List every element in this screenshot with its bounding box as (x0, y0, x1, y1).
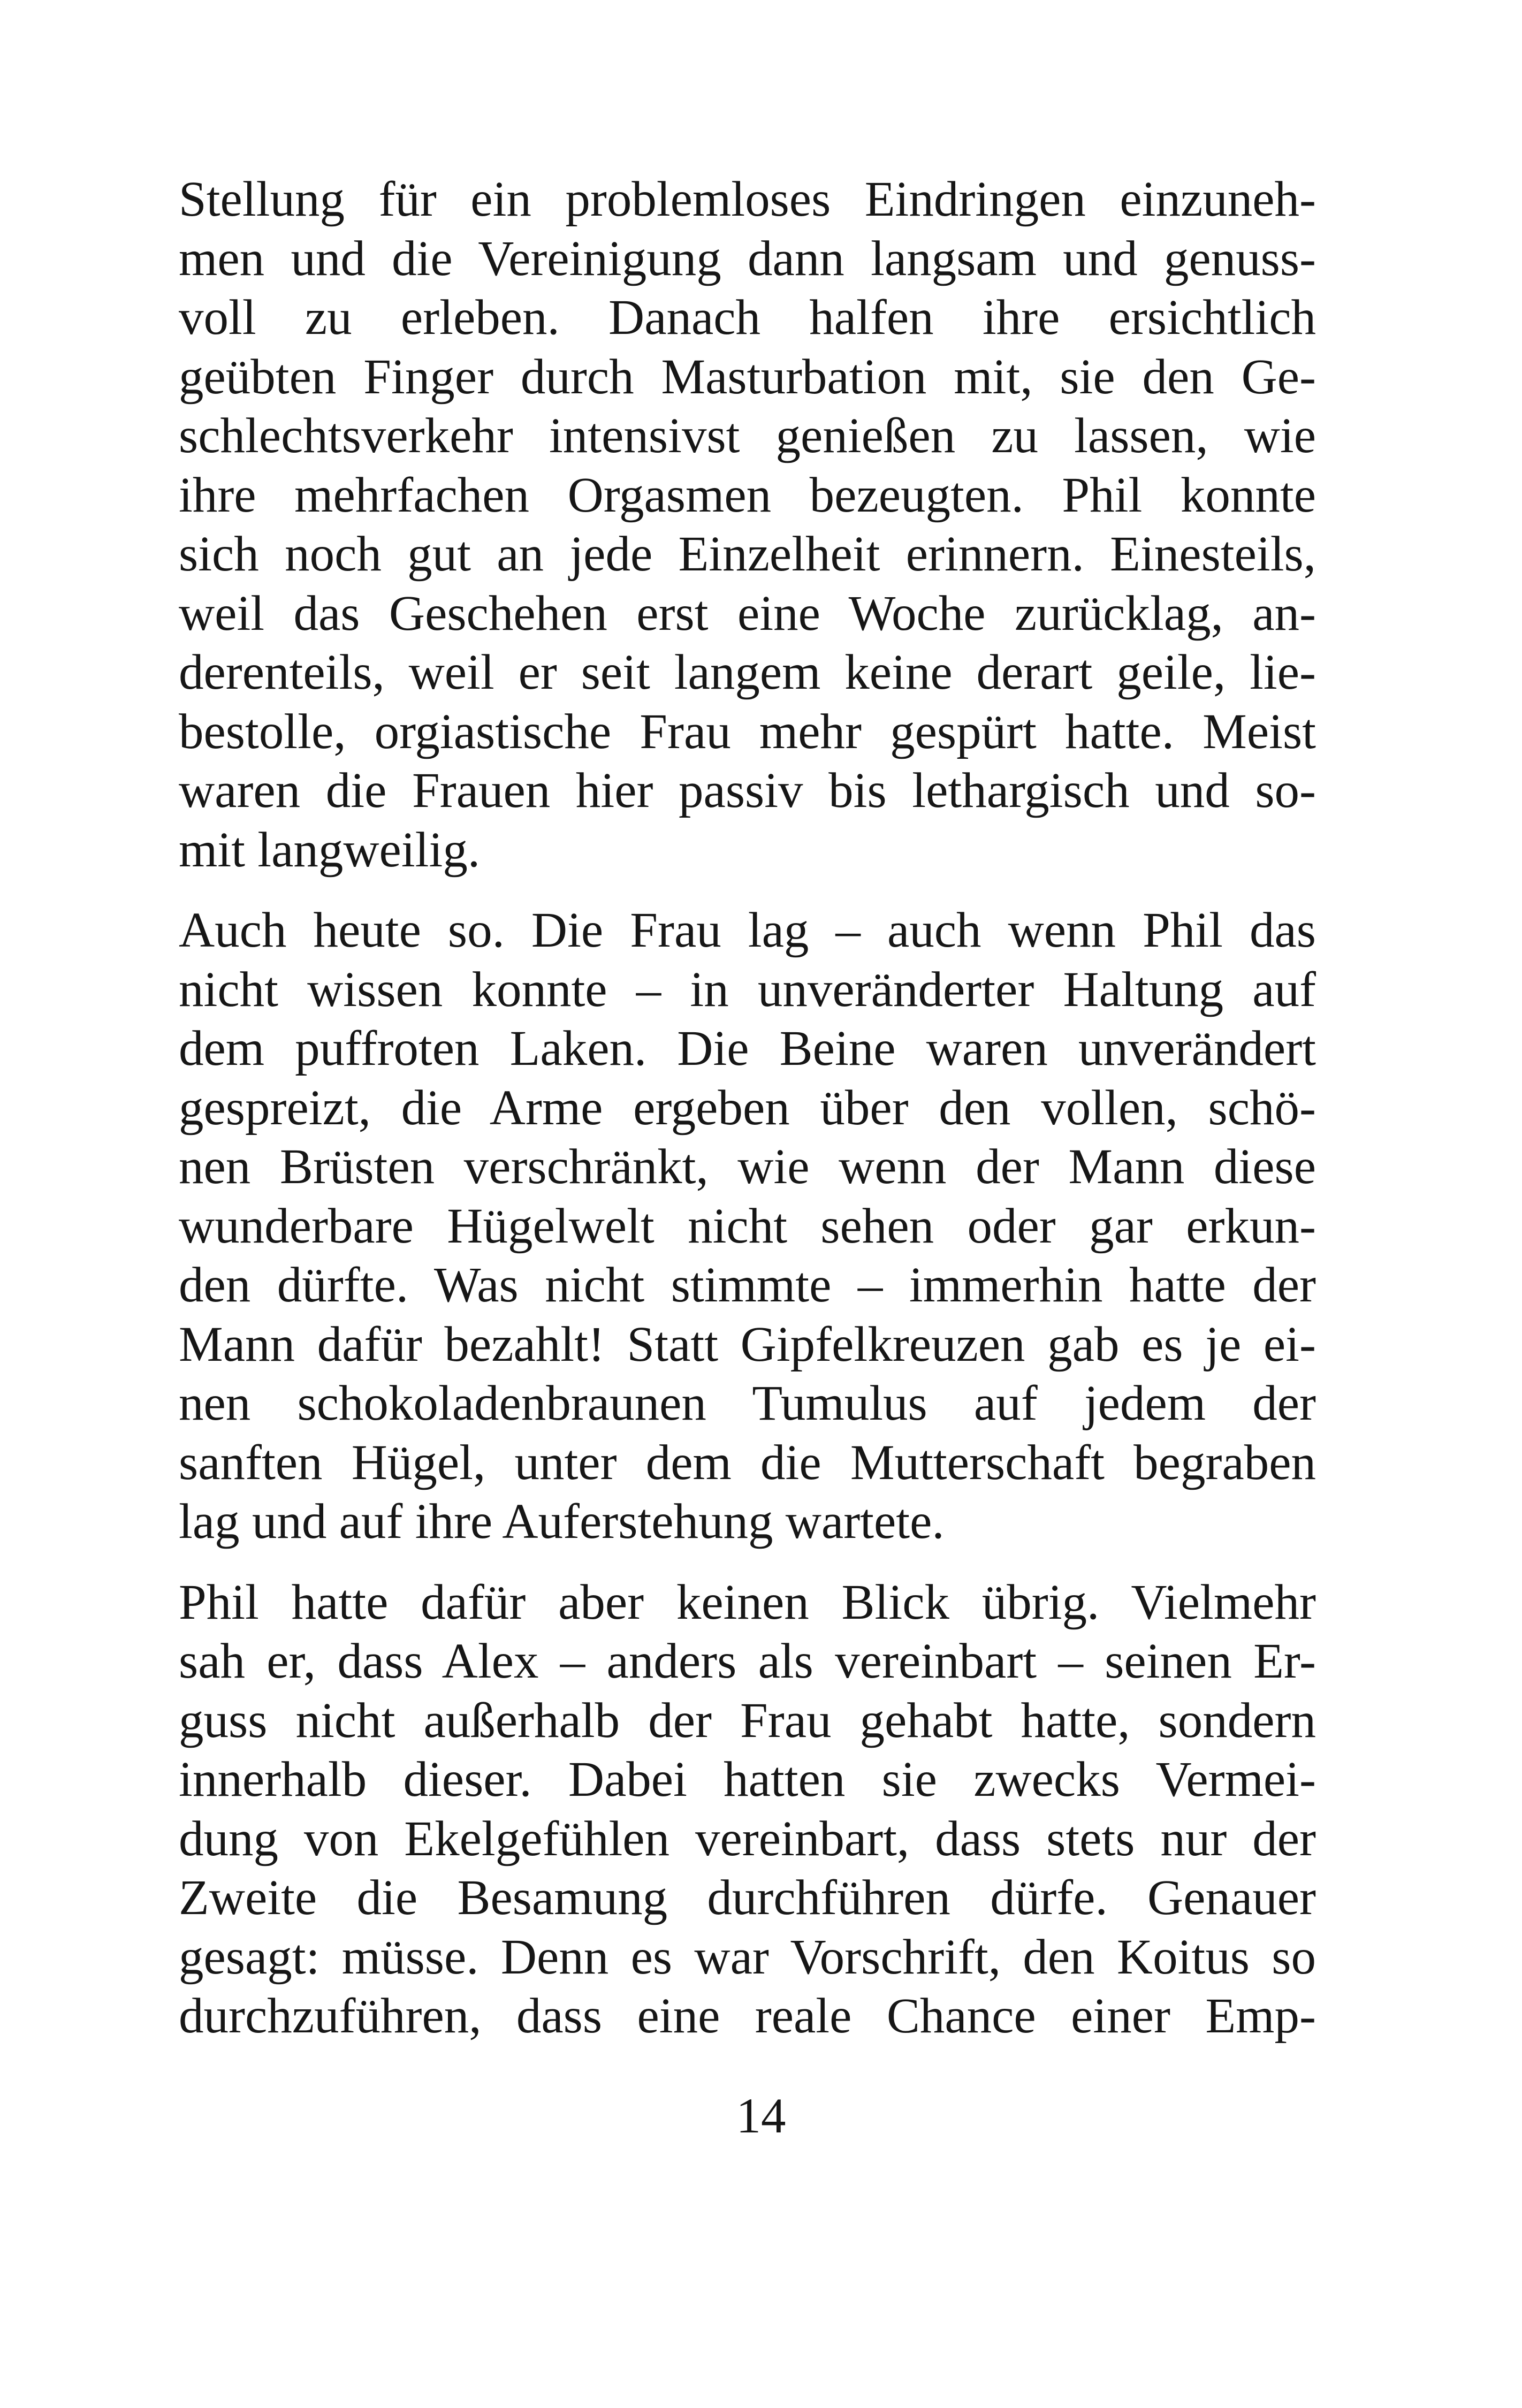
text-line: dem puffroten Laken. Die Beine waren unverändert (179, 1021, 1316, 1076)
text-line: ihre mehrfachen Orgasmen bezeugten. Phil konnte (179, 467, 1316, 523)
text-line: sanften Hügel, unter dem die Mutterschaft begraben (179, 1435, 1316, 1490)
text-line: innerhalb dieser. Dabei hatten sie zwecks Vermei- (179, 1752, 1316, 1807)
text-line: bestolle, orgiastische Frau mehr gespürt hatte. Meist (179, 704, 1316, 759)
text-line: Zweite die Besamung durchführen dürfe. Genauer (179, 1870, 1316, 1925)
text-line: durchzuführen, dass eine reale Chance einer Emp- (179, 1988, 1316, 2044)
text-line: nen schokoladenbraunen Tumulus auf jedem der (179, 1376, 1316, 1431)
text-line: guss nicht außerhalb der Frau gehabt hatte, sondern (179, 1693, 1316, 1748)
text-line: Phil hatte dafür aber keinen Blick übrig. Vielmehr (179, 1574, 1316, 1630)
text-line: weil das Geschehen erst eine Woche zurücklag, an- (179, 585, 1316, 641)
text-line: Stellung für ein problemloses Eindringen einzuneh- (179, 172, 1316, 227)
text-line: gesagt: müsse. Denn es war Vorschrift, den Koitus so (179, 1929, 1316, 1985)
body-text (179, 170, 1316, 2068)
text-line: nicht wissen konnte – in unveränderter Haltung auf (179, 962, 1316, 1017)
paragraph (179, 901, 1316, 1552)
text-line: derenteils, weil er seit langem keine derart geile, lie- (179, 645, 1316, 700)
paragraph (179, 170, 1316, 880)
page-number: 14 (736, 2089, 786, 2144)
text-line: mit langweilig. (179, 822, 481, 878)
text-line: Auch heute so. Die Frau lag – auch wenn Phil das (179, 903, 1316, 958)
text-line: dung von Ekelgefühlen vereinbart, dass stets nur der (179, 1811, 1316, 1866)
text-line: lag und auf ihre Auferstehung wartete. (179, 1494, 945, 1549)
text-line: men und die Vereinigung dann langsam und genuss- (179, 231, 1316, 286)
text-line: sah er, dass Alex – anders als vereinbart – seinen Er- (179, 1634, 1316, 1689)
paragraph (179, 1573, 1316, 2046)
text-line: sich noch gut an jede Einzelheit erinnern. Einesteils, (179, 527, 1316, 582)
text-line: voll zu erleben. Danach halfen ihre ersichtlich (179, 290, 1316, 345)
text-line: waren die Frauen hier passiv bis lethargisch und so- (179, 763, 1316, 818)
text-line: geübten Finger durch Masturbation mit, sie den Ge- (179, 349, 1316, 405)
text-line: den dürfte. Was nicht stimmte – immerhin hatte der (179, 1258, 1316, 1313)
text-line: gespreizt, die Arme ergeben über den vollen, schö- (179, 1080, 1316, 1136)
text-line: schlechtsverkehr intensivst genießen zu lassen, wie (179, 408, 1316, 463)
text-line: wunderbare Hügelwelt nicht sehen oder gar erkun- (179, 1198, 1316, 1254)
text-line: Mann dafür bezahlt! Statt Gipfelkreuzen gab es je ei- (179, 1316, 1316, 1372)
text-line: nen Brüsten verschränkt, wie wenn der Mann diese (179, 1139, 1316, 1194)
